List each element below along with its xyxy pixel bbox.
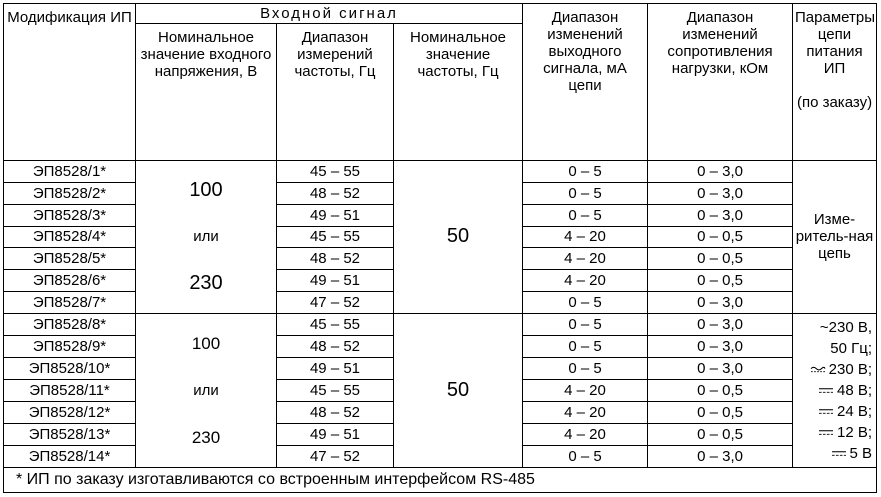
table-cell-load: 0 – 0,5 [648, 423, 793, 445]
table-cell-load: 0 – 3,0 [648, 182, 793, 204]
dc-icon [817, 429, 835, 436]
table-cell-freq: 49 – 51 [277, 423, 394, 445]
power-ac-line [793, 317, 876, 338]
group1-voltage-cell [136, 161, 277, 314]
table-cell-freq: 48 – 52 [277, 401, 394, 423]
table-cell-model: ЭП8528/9* [4, 335, 136, 357]
table-cell-freq: 47 – 52 [277, 445, 394, 467]
table-cell-output: 0 – 5 [523, 204, 648, 226]
table-cell-freq: 49 – 51 [277, 357, 394, 379]
table-cell-output: 4 – 20 [523, 270, 648, 292]
table-cell-load: 0 – 3,0 [648, 445, 793, 467]
table-cell-load: 0 – 3,0 [648, 204, 793, 226]
table-cell-output: 4 – 20 [523, 423, 648, 445]
group2-voltage-a: 100 [191, 334, 221, 354]
dc-icon [817, 408, 835, 415]
table-cell-output: 0 – 5 [523, 357, 648, 379]
table-cell-load: 0 – 0,5 [648, 248, 793, 270]
table-cell-model: ЭП8528/5* [4, 248, 136, 270]
table-cell-load: 0 – 3,0 [648, 313, 793, 335]
table-cell-model: ЭП8528/10* [4, 357, 136, 379]
table-cell-load: 0 – 0,5 [648, 226, 793, 248]
power-dc12: 12 В; [836, 423, 873, 441]
header-load-range: Диапазон изменений сопротивления нагрузки, кОм [648, 4, 793, 161]
table-cell-model: ЭП8528/1* [4, 161, 136, 183]
power-freq: 50 Гц; [830, 339, 873, 357]
power-acdc-line [793, 359, 876, 380]
power-dc48: 48 В; [836, 381, 873, 399]
group2-voltage-cell [136, 313, 277, 467]
table-cell-model: ЭП8528/3* [4, 204, 136, 226]
header-power-params [793, 4, 877, 161]
header-freq-range: Диапазон измерений частоты, Гц [277, 24, 394, 161]
header-nominal-freq: Номинальное значение частоты, Гц [394, 24, 523, 161]
table-cell-freq: 49 – 51 [277, 270, 394, 292]
dc-icon [830, 450, 848, 457]
table-cell-freq: 45 – 55 [277, 161, 394, 183]
table-cell-freq: 48 – 52 [277, 248, 394, 270]
table-cell-model: ЭП8528/11* [4, 379, 136, 401]
table-cell-output: 0 – 5 [523, 335, 648, 357]
table-cell-output: 4 – 20 [523, 226, 648, 248]
table-cell-output: 0 – 5 [523, 313, 648, 335]
table-cell-output: 0 – 5 [523, 161, 648, 183]
footnote: * ИП по заказу изготавливаются со встроенным интерфейсом RS-485 [4, 467, 877, 492]
power-ac: ~230 В, [819, 318, 873, 336]
table-cell-model: ЭП8528/14* [4, 445, 136, 467]
table-cell-freq: 48 – 52 [277, 335, 394, 357]
table-cell-freq: 45 – 55 [277, 226, 394, 248]
table-cell-model: ЭП8528/8* [4, 313, 136, 335]
power-dc48-line [793, 380, 876, 401]
table-cell-load: 0 – 3,0 [648, 335, 793, 357]
table-cell-output: 0 – 5 [523, 445, 648, 467]
table-cell-output: 4 – 20 [523, 401, 648, 423]
table-cell-output: 4 – 20 [523, 248, 648, 270]
table-cell-freq: 45 – 55 [277, 313, 394, 335]
table-cell-model: ЭП8528/4* [4, 226, 136, 248]
power-freq-line [793, 338, 876, 359]
table-cell-model: ЭП8528/7* [4, 292, 136, 314]
table-cell-model: ЭП8528/2* [4, 182, 136, 204]
table-cell-load: 0 – 3,0 [648, 357, 793, 379]
group1-voltage-b: 230 [189, 272, 223, 295]
group1-voltage-a: 100 [189, 178, 223, 201]
table-cell-load: 0 – 0,5 [648, 401, 793, 423]
power-dc5-line [793, 443, 876, 464]
group1-power: Изме-ритель-ная цепь [793, 161, 877, 314]
group2-power [793, 313, 877, 467]
header-modification: Модификация ИП [4, 4, 136, 161]
group2-voltage-b: 230 [191, 427, 221, 447]
table-cell-load: 0 – 0,5 [648, 270, 793, 292]
table-cell-output: 0 – 5 [523, 292, 648, 314]
power-dc12-line [793, 422, 876, 443]
power-dc24: 24 В; [836, 402, 873, 420]
power-dc24-line [793, 401, 876, 422]
header-power-params-text: Параметры цепи питания ИП [795, 9, 875, 77]
group1-nominal-freq: 50 [394, 161, 523, 314]
header-output-range: Диапазон изменений выходного сигнала, мА цепи [523, 4, 648, 161]
ac-dc-icon [809, 366, 827, 373]
table-cell-output: 4 – 20 [523, 379, 648, 401]
dc-icon [817, 387, 835, 394]
header-input-signal: Входной сигнал [136, 4, 523, 24]
power-acdc: 230 В; [828, 360, 873, 378]
table-cell-freq: 45 – 55 [277, 379, 394, 401]
group1-voltage-or: или [193, 228, 219, 246]
table-cell-load: 0 – 3,0 [648, 292, 793, 314]
group2-nominal-freq: 50 [394, 313, 523, 467]
table-cell-load: 0 – 3,0 [648, 161, 793, 183]
table-cell-freq: 47 – 52 [277, 292, 394, 314]
table-cell-output: 0 – 5 [523, 182, 648, 204]
header-power-params-note: (по заказу) [796, 94, 873, 111]
table-cell-model: ЭП8528/6* [4, 270, 136, 292]
spec-table [3, 3, 877, 493]
table-cell-model: ЭП8528/13* [4, 423, 136, 445]
table-cell-load: 0 – 0,5 [648, 379, 793, 401]
table-cell-model: ЭП8528/12* [4, 401, 136, 423]
group2-voltage-or: или [193, 381, 219, 399]
power-dc5: 5 В [849, 444, 873, 462]
table-cell-freq: 49 – 51 [277, 204, 394, 226]
header-nominal-voltage: Номинальное значение входного напряжения, В [136, 24, 277, 161]
table-cell-freq: 48 – 52 [277, 182, 394, 204]
